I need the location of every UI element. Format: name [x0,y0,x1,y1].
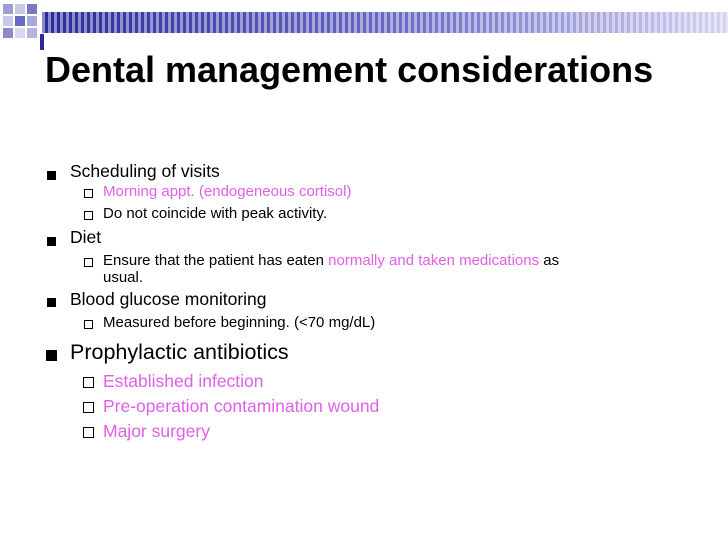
sub-bullet-marker [84,258,93,267]
bullet-marker [47,171,56,180]
sub-bullet-peak-activity: Do not coincide with peak activity. [103,205,327,222]
bullet-marker [47,237,56,246]
sub-bullet-marker [83,377,94,388]
bullet-marker [46,350,57,361]
diet-text-part-end: as [539,252,560,269]
sub-bullet-morning-appt: Morning appt. (endogeneous cortisol) [103,183,352,200]
bullet-diet: Diet [70,227,102,247]
sub-bullet-marker [83,427,94,438]
diet-text-part: Ensure that the patient has eaten [103,252,329,269]
bullet-blood-glucose: Blood glucose monitoring [70,289,267,309]
sub-bullet-major-surgery: Major surgery [103,421,210,441]
diet-highlight-part: normally and taken medications [328,252,540,269]
sub-bullet-marker [84,320,93,329]
sub-bullet-marker [84,189,93,198]
bullet-prophylactic: Prophylactic antibiotics [70,340,289,364]
bullet-scheduling: Scheduling of visits [70,161,220,181]
bullet-marker [47,298,56,307]
sub-bullet-marker [84,211,93,220]
sub-bullet-contamination-wound: Pre-operation contamination wound [103,396,380,416]
sub-bullet-marker [83,402,94,413]
sub-bullet-diet-ensure [103,252,559,269]
sub-bullet-measured: Measured before beginning. (<70 mg/dL) [103,314,376,331]
slide-title: Dental management considerations [45,49,654,90]
sub-bullet-diet-continuation: usual. [103,269,144,286]
sub-bullet-established-infection: Established infection [103,371,264,391]
